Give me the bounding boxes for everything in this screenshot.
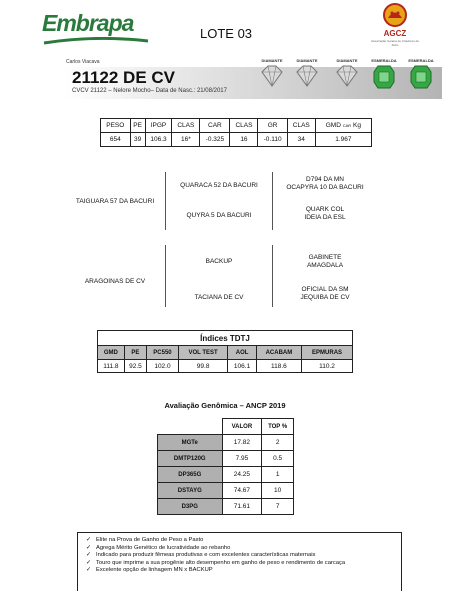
gmd-header-cell (315, 119, 371, 133)
value-cell: 654 (101, 133, 131, 147)
emerald-icon (370, 62, 398, 92)
value-cell: 110.2 (302, 360, 353, 373)
sire-sire-name: QUARACA 52 DA BACURI (180, 182, 258, 189)
pedigree-connector (272, 172, 273, 230)
sire-dam-name: QUYRA 5 DA BACURI (186, 212, 252, 219)
value-cell: 106.3 (145, 133, 172, 147)
embrapa-logo-text: Embrapa (42, 10, 134, 36)
value-cell: 118.6 (256, 360, 301, 373)
list-item (86, 552, 395, 560)
value-cell: 16* (172, 133, 200, 147)
header-cell: VALOR (222, 419, 262, 435)
genomic-title: Avaliação Genômica – ANCP 2019 (164, 401, 286, 410)
check-icon: ✓ (86, 559, 92, 566)
trait-top: 1 (262, 467, 294, 483)
pedigree-connector (165, 245, 166, 307)
trait-name: DP365G (158, 467, 223, 483)
value-cell: 34 (287, 133, 315, 147)
indices-value-row (98, 360, 353, 373)
value-cell: -0.325 (200, 133, 230, 147)
breeder-name: Carlos Viacava (66, 59, 100, 65)
animal-subtitle: CVCV 21122 – Nelore Mocho– Data de Nasc.: 21/08/2017 (72, 88, 227, 94)
sire-sire-sire: D794 DA MN (306, 176, 344, 183)
agcz-logo-text: AGCZ (383, 29, 407, 38)
value-cell: 99.8 (178, 360, 228, 373)
header-cell: TOP % (262, 419, 294, 435)
trait-name: MGTe (158, 435, 223, 451)
diamante-badge: DIAMANTE (293, 58, 321, 91)
table-row (158, 435, 294, 451)
indices-header-row (98, 346, 353, 360)
sire-dam-parents (275, 206, 375, 222)
trait-name: DSTAYG (158, 483, 223, 499)
genomic-header-row (158, 419, 294, 435)
diamond-icon (258, 62, 286, 92)
gmd-sub-label: CAR (342, 123, 352, 128)
note-text: Indicado para produzir fêmeas produtivas e com excelentes características maternais (96, 552, 316, 559)
list-item (86, 545, 395, 553)
genomic-table (157, 418, 294, 515)
trait-top: 7 (262, 499, 294, 515)
dam-sire-parents (275, 254, 375, 270)
note-text: Touro que imprime a sua progênie alto desempenho em ganho de peso e rendimento de carcaça (96, 559, 346, 566)
trait-name: DMTP120G (158, 451, 223, 467)
trait-value: 71.61 (222, 499, 262, 515)
agcz-logo-subtitle: Associação Goiana de Criadores de Zebu (370, 39, 420, 47)
table-row (158, 499, 294, 515)
header-cell: ACABAM (256, 346, 301, 360)
note-text: Elite na Prova de Ganho de Peso a Pasto (96, 537, 204, 543)
value-cell: 106.1 (228, 360, 256, 373)
dam-name: ARAGOINAS DE CV (84, 278, 146, 285)
header-cell: PE (130, 119, 145, 133)
esmeralda-badge: ESMERALDA (370, 58, 398, 91)
table-row (158, 451, 294, 467)
trait-value: 7.95 (222, 451, 262, 467)
header-cell: CAR (200, 119, 230, 133)
check-icon: ✓ (86, 537, 92, 543)
header-cell: GMD (98, 346, 125, 360)
header-cell: CLAS (230, 119, 258, 133)
note-text: Agrega Mérito Genético de lucratividade ao rebanho (96, 544, 231, 551)
embrapa-logo (42, 8, 152, 46)
sire-sire-dam: OCAPYRA 10 DA BACURI (286, 184, 364, 191)
list-item (86, 537, 395, 545)
animal-name: 21122 DE CV (72, 68, 176, 87)
header-cell: CLAS (287, 119, 315, 133)
header-cell: AOL (228, 346, 256, 360)
value-cell: 102.0 (147, 360, 179, 373)
dam-dam-parents (275, 286, 375, 302)
value-cell: 39 (130, 133, 145, 147)
trait-value: 24.25 (222, 467, 262, 483)
diamante-badge: DIAMANTE (258, 58, 286, 91)
phenotype-table (100, 118, 372, 147)
header-cell: GR (258, 119, 287, 133)
dam-sire-name: BACKUP (205, 258, 233, 265)
list-item (86, 567, 395, 575)
agcz-emblem-icon (370, 2, 420, 28)
sire-sire-parents (275, 176, 375, 192)
gmd-label: GMD (325, 122, 341, 129)
check-icon: ✓ (86, 544, 92, 551)
value-cell: 111.8 (98, 360, 125, 373)
trait-top: 2 (262, 435, 294, 451)
note-text: Excelente opção de linhagem MN x BACKUP (96, 567, 213, 574)
pedigree-connector (272, 245, 273, 307)
table-row (158, 483, 294, 499)
check-icon: ✓ (86, 552, 92, 559)
diamond-icon (333, 62, 361, 92)
esmeralda-badge: ESMERALDA (407, 58, 435, 91)
diamond-icon (293, 62, 321, 92)
sire-dam-sire: QUARK COL (305, 206, 345, 213)
header-cell: PC550 (147, 346, 179, 360)
list-item (86, 560, 395, 568)
table-row (158, 467, 294, 483)
dam-sire-sire: GABINETE (308, 254, 342, 261)
dam-sire-dam: AMAGDALA (306, 262, 344, 269)
pedigree-connector (165, 172, 166, 230)
blank-cell (158, 419, 223, 435)
indices-title-row (98, 331, 353, 346)
dam-dam-dam: JEQUIBA DE CV (300, 294, 350, 301)
value-cell: 16 (230, 133, 258, 147)
indices-table (97, 330, 353, 373)
trait-top: 10 (262, 483, 294, 499)
emerald-icon (407, 62, 435, 92)
phenotype-value-row (101, 133, 372, 147)
gmd-unit-label: Kg (353, 122, 361, 129)
check-icon: ✓ (86, 567, 92, 574)
embrapa-swoosh-icon (42, 37, 150, 45)
indices-title: Índices TDTJ (98, 331, 353, 346)
sire-dam-dam: IDEIA DA ESL (304, 214, 346, 221)
dam-dam-name: TACIANA DE CV (194, 294, 244, 301)
trait-name: D3PG (158, 499, 223, 515)
agcz-logo (370, 2, 420, 46)
diamante-badge: DIAMANTE (333, 58, 361, 91)
header-cell: CLAS (172, 119, 200, 133)
trait-top: 0.5 (262, 451, 294, 467)
header-cell: PE (124, 346, 146, 360)
value-cell: 92.5 (124, 360, 146, 373)
notes-box (77, 532, 402, 591)
header-cell: EPMURAS (302, 346, 353, 360)
header-cell: IPGP (145, 119, 172, 133)
header-cell: PESO (101, 119, 131, 133)
header-cell: VOL TEST (178, 346, 228, 360)
sire-name: TAIGUARA 57 DA BACURI (75, 198, 155, 205)
trait-value: 74.67 (222, 483, 262, 499)
value-cell: -0.110 (258, 133, 287, 147)
dam-dam-sire: OFICIAL DA SM (301, 286, 349, 293)
lote-title: LOTE 03 (200, 26, 253, 41)
value-cell: 1.967 (315, 133, 371, 147)
trait-value: 17.82 (222, 435, 262, 451)
phenotype-header-row (101, 119, 372, 133)
